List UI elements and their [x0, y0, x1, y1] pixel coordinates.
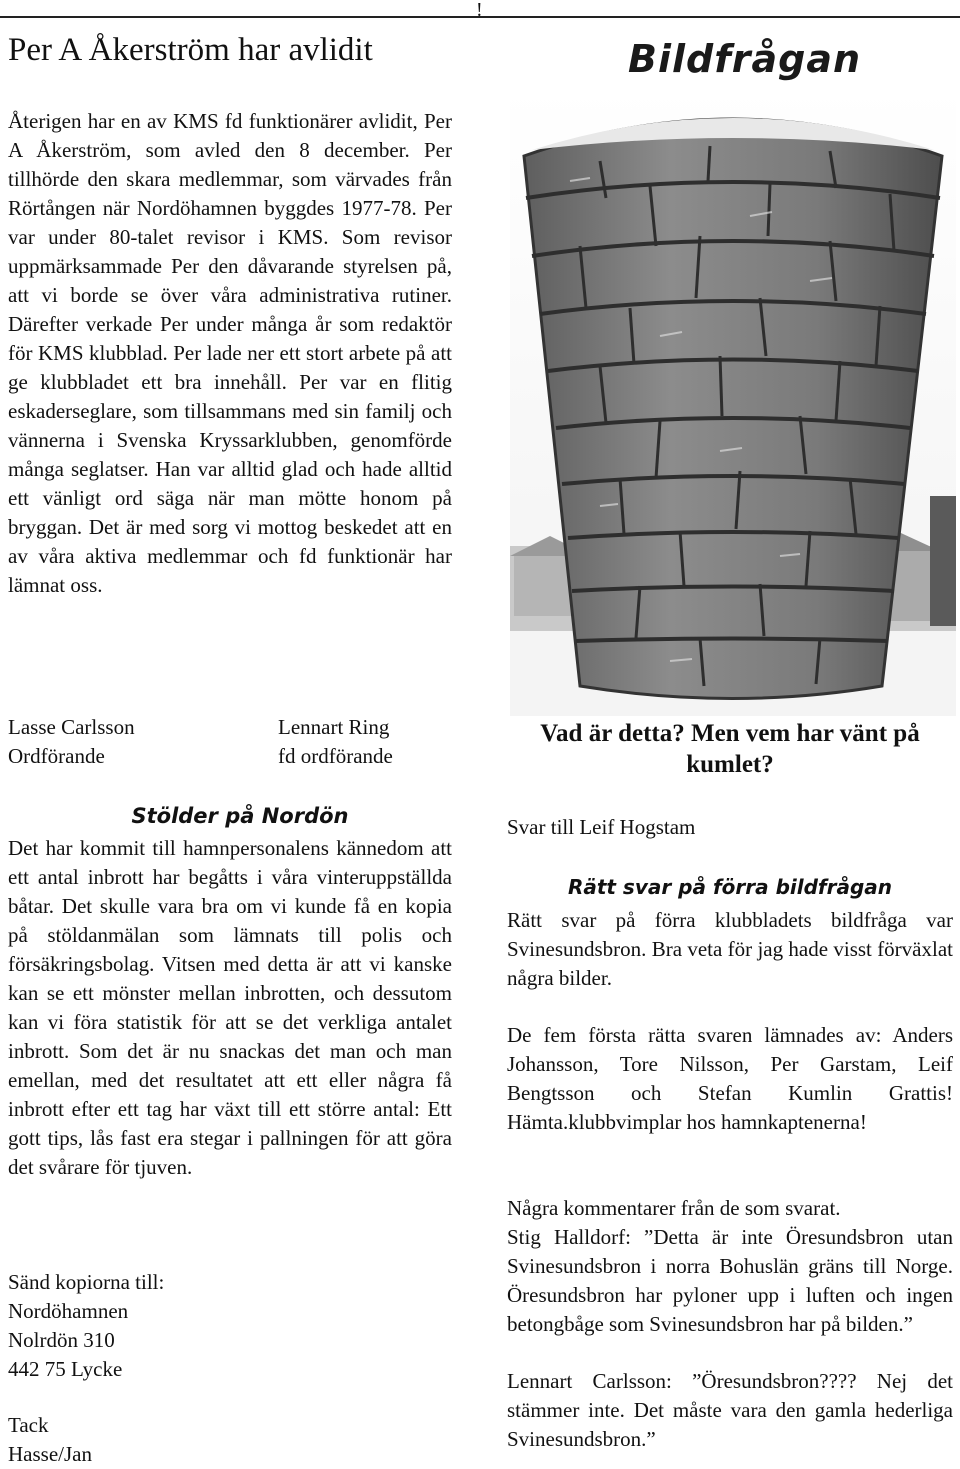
previous-answer-body: Rätt svar på förra klubbladets bildfråga var Svinesundsbron. Bra veta för jag hade visst förväxlat några bilder.	[507, 908, 953, 990]
article-title-obituary: Per A Åkerström har avlidit	[8, 32, 373, 68]
signature-name: Lennart Ring	[278, 715, 390, 739]
address-line: 442 75 Lycke	[8, 1357, 123, 1381]
winners-list: De fem första rätta svaren lämnades av: Anders Johansson, Tore Nilsson, Per Garstam, Leif Bengtsson och Stefan Kumlin Grattis! Hämta.klubbvimplar hos hamnkaptenerna!	[507, 1023, 953, 1134]
section-title-picture-quiz: Bildfrågan	[628, 37, 862, 81]
closing-line: Hasse/Jan	[8, 1442, 92, 1466]
obituary-body: Återigen har en av KMS fd funktionärer avlidit, Per A Åkerström, som avled den 8 december. Per tillhörde den skara medlemmar, som värvades från Rörtången när Nordöhamnen byggdes 1977-78. Per var under 80-talet revisor i KMS. Som revisor uppmärksammade Per den dåvarande styrelsen på, att vi borde se över våra administrativa rutiner. Därefter verkade Per under många år som redaktör för KMS klubblad. Per lade ner ett stort arbete på att ge klubbladet ett bra innehåll. Per var en flitig eskaderseglare, som tillsammans med sin familj och vännerna i Svenska Kryssarklubben, genomförde många seglatser. Han var alltid glad och hade alltid ett vänligt ord säga när man mötte honom på bryggan. Det är med sorg vi mottog beskedet att en av våra aktiva medlemmar och fd funktionär har lämnat oss.	[8, 109, 452, 597]
thefts-body: Det har kommit till hamnpersonalens kännedom att ett antal inbrott har begåtts i våra vinteruppställda båtar. Det skulle vara bra om vi kunde få en kopia på stöldanmälan som lämnats till polis och försäkringsbolag. Vitsen med detta är att vi kanske kan se ett mönster mellan inbrotten, och dessutom kan vi föra statistik för att se det verkliga antalet inbrott. Som det är nu snackas det man och man emellan, med det resultatet att ett eller några få inbrott efter ett tag har växt till ett större antal: Ett gott tips, lås fast era stegar i pallningen för att göra det svårare för tjuven.	[8, 836, 452, 1179]
article-title-thefts: Stölder på Nordön	[131, 804, 349, 828]
closing	[8, 1411, 92, 1469]
signature-name: Lasse Carlsson	[8, 715, 135, 739]
comment-lennart: Lennart Carlsson: ”Öresundsbron???? Nej det stämmer inte. Det måste vara den gamla hederliga Svinesundsbron.”	[507, 1369, 953, 1451]
send-to-address	[8, 1268, 164, 1384]
closing-line: Tack	[8, 1413, 49, 1437]
quiz-photo	[510, 86, 956, 716]
signature-chairman	[8, 713, 135, 771]
address-line: Nordöhamnen	[8, 1299, 129, 1323]
stone-cairn-illustration	[510, 86, 956, 716]
signature-role: fd ordförande	[278, 744, 393, 768]
quiz-question: Vad är detta? Men vem har vänt på kumlet?	[540, 720, 920, 778]
address-line: Sänd kopiorna till:	[8, 1270, 165, 1294]
previous-answer-heading: Rätt svar på förra bildfrågan	[567, 875, 893, 899]
signature-former-chairman	[278, 713, 393, 771]
answer-recipient: Svar till Leif Hogstam	[507, 815, 696, 839]
comments-intro: Några kommentarer från de som svarat.	[507, 1196, 841, 1220]
comment-stig: Stig Halldorf: ”Detta är inte Öresundsbron utan Svinesundsbron i norra Bohuslän gräns till Norge. Öresundsbron har pyloner upp i luften och ingen betongbåge som Svinesundsbron har på bilden.”	[507, 1225, 953, 1336]
signature-role: Ordförande	[8, 744, 105, 768]
address-line: Nolrdön 310	[8, 1328, 115, 1352]
header-mark: !	[476, 0, 483, 21]
